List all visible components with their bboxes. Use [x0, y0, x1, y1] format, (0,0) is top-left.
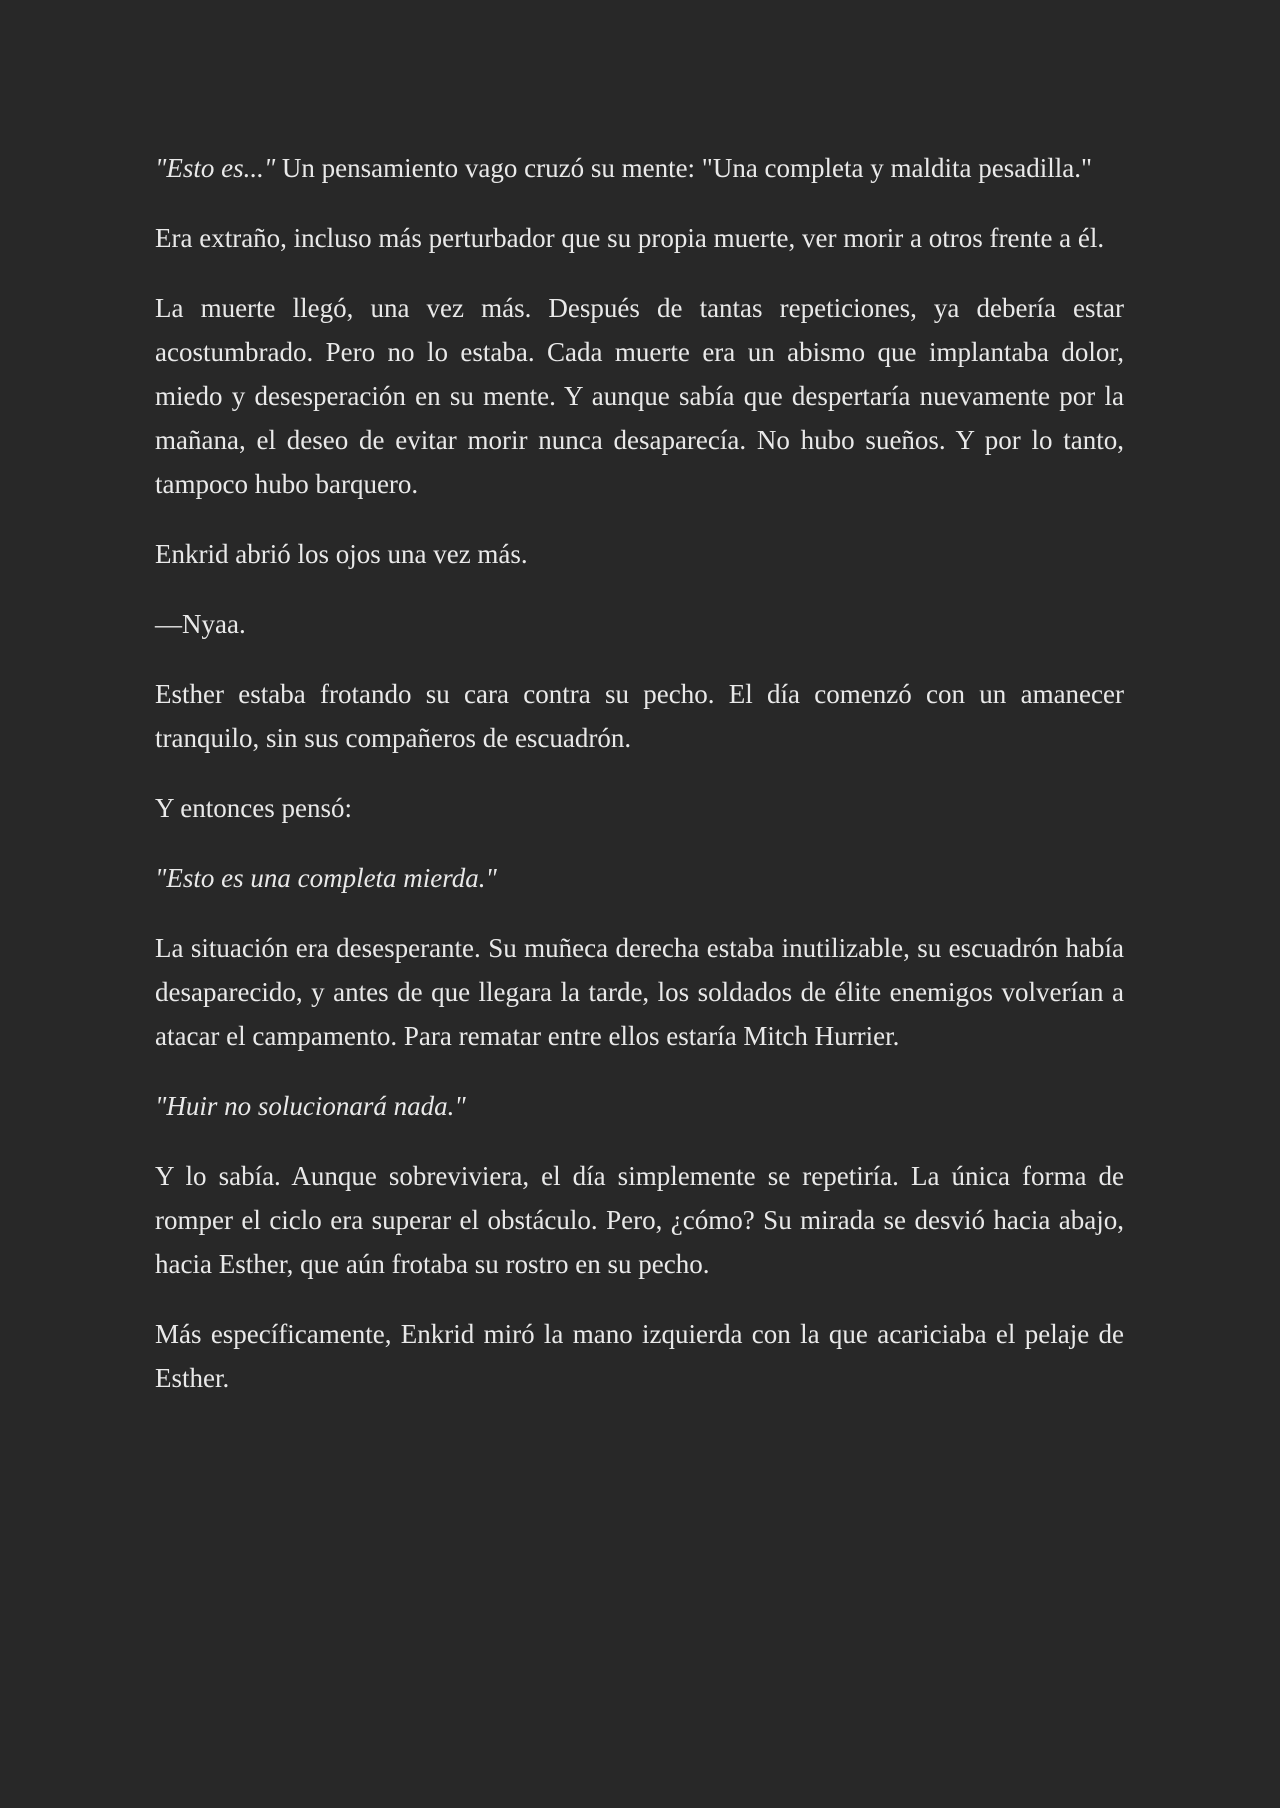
paragraph-12: Más específicamente, Enkrid miró la mano izquierda con la que acariciaba el pelaje de Esther. — [155, 1319, 1124, 1393]
italic-thought: "Esto es..." — [155, 153, 276, 183]
paragraph-9: La situación era desesperante. Su muñeca derecha estaba inutilizable, su escuadrón había desaparecido, y antes de que llegara la tarde, los soldados de élite enemigos volverían a atacar el campamento. Para rematar entre ellos estaría Mitch Hurrier. — [155, 933, 1124, 1051]
paragraph-1 — [155, 146, 1124, 190]
paragraph-7: Y entonces pensó: — [155, 793, 352, 823]
paragraph-8: "Esto es una completa mierda." — [155, 863, 497, 893]
paragraph-4: Enkrid abrió los ojos una vez más. — [155, 539, 528, 569]
paragraph-10: "Huir no solucionará nada." — [155, 1091, 466, 1121]
paragraph-6: Esther estaba frotando su cara contra su pecho. El día comenzó con un amanecer tranquilo, sin sus compañeros de escuadrón. — [155, 679, 1124, 753]
paragraph-text: Un pensamiento vago cruzó su mente: "Una completa y maldita pesadilla." — [275, 153, 1092, 183]
paragraph-11: Y lo sabía. Aunque sobreviviera, el día simplemente se repetiría. La única forma de romper el ciclo era superar el obstáculo. Pero, ¿cómo? Su mirada se desvió hacia abajo, hacia Esther, que aún frotaba su rostro en su pecho. — [155, 1161, 1124, 1279]
paragraph-3: La muerte llegó, una vez más. Después de tantas repeticiones, ya debería estar acostumbrado. Pero no lo estaba. Cada muerte era un abismo que implantaba dolor, miedo y desesperación en su mente. Y aunque sabía que despertaría nuevamente por la mañana, el deseo de evitar morir nunca desaparecía. No hubo sueños. Y por lo tanto, tampoco hubo barquero. — [155, 293, 1124, 499]
paragraph-5: —Nyaa. — [155, 609, 246, 639]
paragraph-2: Era extraño, incluso más perturbador que su propia muerte, ver morir a otros frente a él. — [155, 223, 1105, 253]
